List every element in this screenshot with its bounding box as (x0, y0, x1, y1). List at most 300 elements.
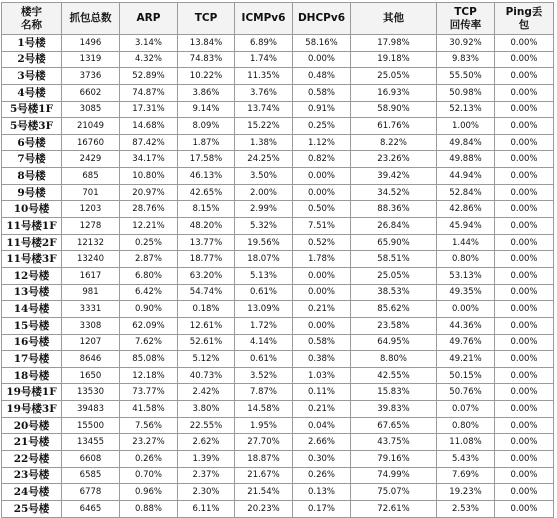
tcp-return-rate-cell: 0.00% (437, 301, 495, 318)
header-label: 回传率 (449, 18, 482, 31)
dhcpv6-cell: 1.12% (293, 134, 351, 151)
tcp-cell: 6.11% (178, 500, 235, 517)
arp-cell: 34.17% (120, 151, 178, 168)
other-cell: 58.51% (351, 251, 437, 268)
ping-loss-cell: 0.00% (495, 101, 554, 118)
other-cell: 23.26% (351, 151, 437, 168)
building-name-cell: 5号楼1F (2, 101, 62, 118)
table-row (2, 84, 554, 101)
packet-total-cell: 1496 (62, 35, 120, 52)
icmpv6-cell: 4.14% (235, 334, 293, 351)
tcp-return-rate-cell: 53.13% (437, 267, 495, 284)
icmpv6-cell: 13.74% (235, 101, 293, 118)
building-name-cell: 7号楼 (2, 151, 62, 168)
other-cell: 8.80% (351, 351, 437, 368)
other-cell: 67.65% (351, 417, 437, 434)
tcp-cell: 52.61% (178, 334, 235, 351)
ping-loss-cell: 0.00% (495, 367, 554, 384)
ping-loss-cell: 0.00% (495, 184, 554, 201)
packet-total-cell: 2429 (62, 151, 120, 168)
header-label: 包 (518, 18, 530, 31)
tcp-return-rate-cell: 1.44% (437, 234, 495, 251)
icmpv6-cell: 18.87% (235, 451, 293, 468)
arp-cell: 10.80% (120, 168, 178, 185)
packet-total-cell: 6585 (62, 467, 120, 484)
building-name-cell: 11号楼2F (2, 234, 62, 251)
other-cell: 65.90% (351, 234, 437, 251)
building-name-cell: 9号楼 (2, 184, 62, 201)
table-container (1, 2, 554, 518)
tcp-cell: 46.13% (178, 168, 235, 185)
dhcpv6-cell: 0.00% (293, 168, 351, 185)
table-row (2, 334, 554, 351)
tcp-return-rate-cell: 7.69% (437, 467, 495, 484)
tcp-cell: 0.18% (178, 301, 235, 318)
header-label: ARP (136, 12, 161, 25)
table-row (2, 484, 554, 501)
dhcpv6-cell: 0.00% (293, 284, 351, 301)
tcp-cell: 1.87% (178, 134, 235, 151)
tcp-cell: 13.84% (178, 35, 235, 52)
building-name-cell: 25号楼 (2, 500, 62, 517)
building-name-cell: 1号楼 (2, 35, 62, 52)
tcp-return-rate-cell: 44.94% (437, 168, 495, 185)
dhcpv6-cell: 0.21% (293, 301, 351, 318)
tcp-cell: 8.09% (178, 118, 235, 135)
arp-cell: 7.62% (120, 334, 178, 351)
building-name-cell: 6号楼 (2, 134, 62, 151)
icmpv6-cell: 0.61% (235, 351, 293, 368)
icmpv6-cell: 1.72% (235, 317, 293, 334)
packet-total-cell: 13240 (62, 251, 120, 268)
table-row (2, 151, 554, 168)
building-name-cell: 17号楼 (2, 351, 62, 368)
other-cell: 85.62% (351, 301, 437, 318)
other-cell: 64.95% (351, 334, 437, 351)
icmpv6-cell: 27.70% (235, 434, 293, 451)
table-row (2, 134, 554, 151)
ping-loss-cell: 0.00% (495, 168, 554, 185)
building-name-cell: 12号楼 (2, 267, 62, 284)
other-cell: 72.61% (351, 500, 437, 517)
header-label: 楼宇 (21, 6, 42, 18)
packet-total-cell: 12132 (62, 234, 120, 251)
ping-loss-cell: 0.00% (495, 218, 554, 235)
arp-cell: 17.31% (120, 101, 178, 118)
header-label: TCP (454, 6, 477, 18)
tcp-return-rate-cell: 49.35% (437, 284, 495, 301)
icmpv6-cell: 3.50% (235, 168, 293, 185)
arp-cell: 0.88% (120, 500, 178, 517)
other-cell: 38.53% (351, 284, 437, 301)
dhcpv6-cell: 0.82% (293, 151, 351, 168)
icmpv6-cell: 15.22% (235, 118, 293, 135)
packet-total-cell: 1207 (62, 334, 120, 351)
dhcpv6-cell: 0.38% (293, 351, 351, 368)
table-row (2, 234, 554, 251)
header-label: Ping丢 (505, 6, 543, 18)
table-row (2, 184, 554, 201)
dhcpv6-cell: 0.48% (293, 68, 351, 85)
dhcpv6-cell: 0.25% (293, 118, 351, 135)
arp-cell: 0.70% (120, 467, 178, 484)
ping-loss-cell: 0.00% (495, 417, 554, 434)
tcp-return-rate-cell: 0.80% (437, 417, 495, 434)
icmpv6-cell: 0.61% (235, 284, 293, 301)
arp-cell: 85.08% (120, 351, 178, 368)
tcp-return-rate-cell: 50.98% (437, 84, 495, 101)
ping-loss-cell: 0.00% (495, 500, 554, 517)
ping-loss-cell: 0.00% (495, 384, 554, 401)
packet-total-cell: 6465 (62, 500, 120, 517)
other-cell: 88.36% (351, 201, 437, 218)
other-cell: 15.83% (351, 384, 437, 401)
header-dhcpv6 (293, 3, 351, 35)
building-name-cell: 15号楼 (2, 317, 62, 334)
arp-cell: 23.27% (120, 434, 178, 451)
header-label: 抓包总数 (69, 12, 112, 25)
header-icmpv6 (235, 3, 293, 35)
building-name-cell: 19号楼3F (2, 401, 62, 418)
tcp-return-rate-cell: 49.84% (437, 134, 495, 151)
ping-loss-cell: 0.00% (495, 351, 554, 368)
building-name-cell: 24号楼 (2, 484, 62, 501)
tcp-return-rate-cell: 2.53% (437, 500, 495, 517)
header-ping-loss (495, 3, 554, 35)
other-cell: 61.76% (351, 118, 437, 135)
tcp-cell: 12.61% (178, 317, 235, 334)
other-cell: 42.55% (351, 367, 437, 384)
other-cell: 43.75% (351, 434, 437, 451)
arp-cell: 6.42% (120, 284, 178, 301)
tcp-cell: 63.20% (178, 267, 235, 284)
dhcpv6-cell: 58.16% (293, 35, 351, 52)
packet-total-cell: 13455 (62, 434, 120, 451)
packet-total-cell: 1617 (62, 267, 120, 284)
other-cell: 34.52% (351, 184, 437, 201)
dhcpv6-cell: 0.58% (293, 334, 351, 351)
header-tcp (178, 3, 235, 35)
table-row (2, 367, 554, 384)
dhcpv6-cell: 0.91% (293, 101, 351, 118)
building-name-cell: 20号楼 (2, 417, 62, 434)
tcp-cell: 3.80% (178, 401, 235, 418)
table-row (2, 101, 554, 118)
packet-total-cell: 6608 (62, 451, 120, 468)
dhcpv6-cell: 0.17% (293, 500, 351, 517)
table-row (2, 384, 554, 401)
icmpv6-cell: 5.13% (235, 267, 293, 284)
tcp-return-rate-cell: 5.43% (437, 451, 495, 468)
dhcpv6-cell: 1.78% (293, 251, 351, 268)
icmpv6-cell: 14.58% (235, 401, 293, 418)
arp-cell: 7.56% (120, 417, 178, 434)
ping-loss-cell: 0.00% (495, 118, 554, 135)
dhcpv6-cell: 1.03% (293, 367, 351, 384)
tcp-cell: 54.74% (178, 284, 235, 301)
icmpv6-cell: 7.87% (235, 384, 293, 401)
packet-total-cell: 16760 (62, 134, 120, 151)
arp-cell: 73.77% (120, 384, 178, 401)
icmpv6-cell: 21.54% (235, 484, 293, 501)
arp-cell: 4.32% (120, 51, 178, 68)
building-name-cell: 4号楼 (2, 84, 62, 101)
other-cell: 19.18% (351, 51, 437, 68)
ping-loss-cell: 0.00% (495, 334, 554, 351)
packet-total-cell: 1319 (62, 51, 120, 68)
packet-total-cell: 1650 (62, 367, 120, 384)
table-row (2, 301, 554, 318)
tcp-cell: 8.15% (178, 201, 235, 218)
ping-loss-cell: 0.00% (495, 301, 554, 318)
tcp-cell: 17.58% (178, 151, 235, 168)
tcp-cell: 2.42% (178, 384, 235, 401)
building-name-cell: 18号楼 (2, 367, 62, 384)
ping-loss-cell: 0.00% (495, 35, 554, 52)
packet-total-cell: 13530 (62, 384, 120, 401)
dhcpv6-cell: 0.26% (293, 467, 351, 484)
tcp-cell: 42.65% (178, 184, 235, 201)
ping-loss-cell: 0.00% (495, 434, 554, 451)
arp-cell: 6.80% (120, 267, 178, 284)
table-row (2, 317, 554, 334)
tcp-return-rate-cell: 30.92% (437, 35, 495, 52)
table-row (2, 35, 554, 52)
other-cell: 25.05% (351, 68, 437, 85)
icmpv6-cell: 2.99% (235, 201, 293, 218)
packet-total-cell: 21049 (62, 118, 120, 135)
packet-total-cell: 15500 (62, 417, 120, 434)
building-name-cell: 22号楼 (2, 451, 62, 468)
dhcpv6-cell: 0.00% (293, 317, 351, 334)
table-row (2, 401, 554, 418)
arp-cell: 20.97% (120, 184, 178, 201)
arp-cell: 12.21% (120, 218, 178, 235)
arp-cell: 62.09% (120, 317, 178, 334)
arp-cell: 41.58% (120, 401, 178, 418)
dhcpv6-cell: 2.66% (293, 434, 351, 451)
packet-total-cell: 981 (62, 284, 120, 301)
other-cell: 39.83% (351, 401, 437, 418)
icmpv6-cell: 19.56% (235, 234, 293, 251)
table-row (2, 201, 554, 218)
arp-cell: 52.89% (120, 68, 178, 85)
tcp-cell: 18.77% (178, 251, 235, 268)
header-row (2, 3, 554, 35)
header-label: 其他 (383, 12, 404, 25)
packet-total-cell: 3331 (62, 301, 120, 318)
ping-loss-cell: 0.00% (495, 201, 554, 218)
header-label: 名称 (21, 18, 42, 31)
dhcpv6-cell: 0.00% (293, 184, 351, 201)
icmpv6-cell: 18.07% (235, 251, 293, 268)
dhcpv6-cell: 0.58% (293, 84, 351, 101)
other-cell: 25.05% (351, 267, 437, 284)
tcp-return-rate-cell: 55.50% (437, 68, 495, 85)
other-cell: 74.99% (351, 467, 437, 484)
header-label: TCP (194, 12, 218, 25)
building-packet-table (1, 2, 554, 518)
icmpv6-cell: 13.09% (235, 301, 293, 318)
tcp-cell: 48.20% (178, 218, 235, 235)
dhcpv6-cell: 0.30% (293, 451, 351, 468)
header-arp (120, 3, 178, 35)
table-row (2, 284, 554, 301)
header-building-name (2, 3, 62, 35)
tcp-cell: 2.37% (178, 467, 235, 484)
tcp-return-rate-cell: 9.83% (437, 51, 495, 68)
packet-total-cell: 1203 (62, 201, 120, 218)
ping-loss-cell: 0.00% (495, 467, 554, 484)
building-name-cell: 3号楼 (2, 68, 62, 85)
dhcpv6-cell: 7.51% (293, 218, 351, 235)
other-cell: 39.42% (351, 168, 437, 185)
other-cell: 8.22% (351, 134, 437, 151)
tcp-return-rate-cell: 52.13% (437, 101, 495, 118)
tcp-cell: 13.77% (178, 234, 235, 251)
icmpv6-cell: 21.67% (235, 467, 293, 484)
building-name-cell: 2号楼 (2, 51, 62, 68)
ping-loss-cell: 0.00% (495, 84, 554, 101)
arp-cell: 87.42% (120, 134, 178, 151)
building-name-cell: 11号楼3F (2, 251, 62, 268)
table-row (2, 467, 554, 484)
header-packet-total (62, 3, 120, 35)
tcp-return-rate-cell: 49.21% (437, 351, 495, 368)
arp-cell: 74.87% (120, 84, 178, 101)
tcp-return-rate-cell: 0.80% (437, 251, 495, 268)
header-label: ICMPv6 (241, 12, 286, 25)
building-name-cell: 11号楼1F (2, 218, 62, 235)
tcp-return-rate-cell: 52.84% (437, 184, 495, 201)
icmpv6-cell: 1.38% (235, 134, 293, 151)
tcp-return-rate-cell: 50.76% (437, 384, 495, 401)
ping-loss-cell: 0.00% (495, 51, 554, 68)
building-name-cell: 21号楼 (2, 434, 62, 451)
tcp-return-rate-cell: 44.36% (437, 317, 495, 334)
arp-cell: 14.68% (120, 118, 178, 135)
arp-cell: 0.90% (120, 301, 178, 318)
packet-total-cell: 3085 (62, 101, 120, 118)
table-row (2, 417, 554, 434)
arp-cell: 0.96% (120, 484, 178, 501)
other-cell: 16.93% (351, 84, 437, 101)
tcp-cell: 9.14% (178, 101, 235, 118)
icmpv6-cell: 6.89% (235, 35, 293, 52)
other-cell: 17.98% (351, 35, 437, 52)
building-name-cell: 19号楼1F (2, 384, 62, 401)
arp-cell: 0.25% (120, 234, 178, 251)
tcp-return-rate-cell: 49.76% (437, 334, 495, 351)
dhcpv6-cell: 0.13% (293, 484, 351, 501)
arp-cell: 3.14% (120, 35, 178, 52)
dhcpv6-cell: 0.00% (293, 267, 351, 284)
packet-total-cell: 685 (62, 168, 120, 185)
other-cell: 23.58% (351, 317, 437, 334)
header-other (351, 3, 437, 35)
building-name-cell: 8号楼 (2, 168, 62, 185)
tcp-return-rate-cell: 49.88% (437, 151, 495, 168)
tcp-return-rate-cell: 42.86% (437, 201, 495, 218)
ping-loss-cell: 0.00% (495, 267, 554, 284)
other-cell: 75.07% (351, 484, 437, 501)
ping-loss-cell: 0.00% (495, 484, 554, 501)
other-cell: 58.90% (351, 101, 437, 118)
dhcpv6-cell: 0.50% (293, 201, 351, 218)
tcp-cell: 40.73% (178, 367, 235, 384)
ping-loss-cell: 0.00% (495, 284, 554, 301)
arp-cell: 28.76% (120, 201, 178, 218)
table-row (2, 251, 554, 268)
table-row (2, 51, 554, 68)
tcp-cell: 2.62% (178, 434, 235, 451)
icmpv6-cell: 1.74% (235, 51, 293, 68)
tcp-return-rate-cell: 11.08% (437, 434, 495, 451)
ping-loss-cell: 0.00% (495, 234, 554, 251)
table-row (2, 168, 554, 185)
building-name-cell: 5号楼3F (2, 118, 62, 135)
dhcpv6-cell: 0.04% (293, 417, 351, 434)
icmpv6-cell: 11.35% (235, 68, 293, 85)
header-tcp-return-rate (437, 3, 495, 35)
tcp-cell: 10.22% (178, 68, 235, 85)
building-name-cell: 10号楼 (2, 201, 62, 218)
table-body (2, 35, 554, 518)
arp-cell: 2.87% (120, 251, 178, 268)
arp-cell: 12.18% (120, 367, 178, 384)
tcp-return-rate-cell: 19.23% (437, 484, 495, 501)
packet-total-cell: 6602 (62, 84, 120, 101)
packet-total-cell: 6778 (62, 484, 120, 501)
tcp-cell: 5.12% (178, 351, 235, 368)
tcp-cell: 74.83% (178, 51, 235, 68)
tcp-cell: 3.86% (178, 84, 235, 101)
ping-loss-cell: 0.00% (495, 317, 554, 334)
table-row (2, 451, 554, 468)
packet-total-cell: 39483 (62, 401, 120, 418)
dhcpv6-cell: 0.00% (293, 51, 351, 68)
ping-loss-cell: 0.00% (495, 401, 554, 418)
table-row (2, 118, 554, 135)
building-name-cell: 16号楼 (2, 334, 62, 351)
tcp-cell: 1.39% (178, 451, 235, 468)
table-row (2, 434, 554, 451)
icmpv6-cell: 20.23% (235, 500, 293, 517)
table-row (2, 68, 554, 85)
ping-loss-cell: 0.00% (495, 134, 554, 151)
packet-total-cell: 8646 (62, 351, 120, 368)
table-header (2, 3, 554, 35)
table-row (2, 267, 554, 284)
icmpv6-cell: 24.25% (235, 151, 293, 168)
dhcpv6-cell: 0.52% (293, 234, 351, 251)
arp-cell: 0.26% (120, 451, 178, 468)
ping-loss-cell: 0.00% (495, 68, 554, 85)
header-label: DHCPv6 (297, 12, 346, 25)
tcp-return-rate-cell: 50.15% (437, 367, 495, 384)
tcp-cell: 22.55% (178, 417, 235, 434)
table-row (2, 218, 554, 235)
table-row (2, 351, 554, 368)
ping-loss-cell: 0.00% (495, 251, 554, 268)
tcp-return-rate-cell: 0.07% (437, 401, 495, 418)
other-cell: 79.16% (351, 451, 437, 468)
building-name-cell: 14号楼 (2, 301, 62, 318)
packet-total-cell: 3736 (62, 68, 120, 85)
packet-total-cell: 701 (62, 184, 120, 201)
packet-total-cell: 3308 (62, 317, 120, 334)
icmpv6-cell: 2.00% (235, 184, 293, 201)
